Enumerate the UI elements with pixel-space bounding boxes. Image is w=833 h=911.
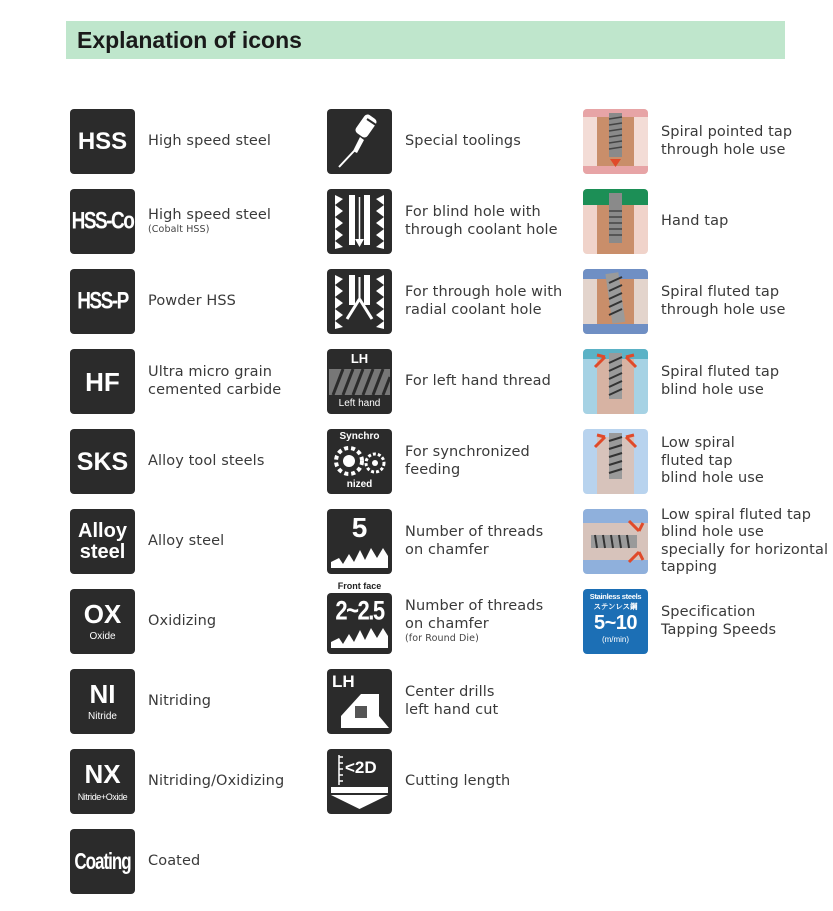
legend-label: Nitriding [148,692,212,709]
low-spiral-horizontal-icon [583,509,648,574]
legend-label: Powder HSS [148,292,236,309]
alloy-steel-icon: Alloy steel [70,509,135,574]
legend-label: Ultra micro grain cemented carbide [148,364,282,398]
left-hand-thread-icon: LH Left hand [327,349,392,414]
hss-icon: HSS [70,109,135,174]
legend-label: Specification Tapping Speeds [661,604,777,638]
legend-label: Cutting length [405,772,511,789]
legend-label: Special toolings [405,132,521,149]
cutting-length-icon: <2D [327,749,392,814]
legend-label: High speed steel (Cobalt HSS) [148,206,272,236]
legend-label: Alloy steel [148,532,225,549]
hss-p-icon: HSS-P [70,269,135,334]
spiral-fluted-tap-blind-icon [583,349,648,414]
sks-icon: SKS [70,429,135,494]
oxide-icon: OX Oxide [70,589,135,654]
legend-label: High speed steel [148,132,272,149]
legend-label: For blind hole with through coolant hole [405,204,558,238]
legend-label: Coated [148,852,201,869]
hf-icon: HF [70,349,135,414]
special-tooling-icon [327,109,392,174]
nitride-oxide-icon: NX Nitride+Oxide [70,749,135,814]
legend-label: Spiral pointed tap through hole use [661,124,793,158]
spiral-pointed-tap-icon [583,109,648,174]
legend-label: For synchronized feeding [405,444,530,478]
front-face-caption: Front face [337,581,382,591]
legend-label: For left hand thread [405,372,551,389]
page-title: Explanation of icons [77,27,302,53]
hand-tap-icon [583,189,648,254]
legend-label: Oxidizing [148,612,217,629]
legend-label: Spiral fluted tap blind hole use [661,364,780,398]
radial-coolant-icon [327,269,392,334]
coating-icon: Coating [70,829,135,894]
legend-label: Low spiral fluted tap blind hole use specially for horizontal tapping [661,506,829,575]
legend-label: Nitriding/Oxidizing [148,772,285,789]
spiral-fluted-tap-through-icon [583,269,648,334]
hss-co-icon: HSS-Co [70,189,135,254]
nitride-icon: NI Nitride [70,669,135,734]
legend-label: For through hole with radial coolant hole [405,284,563,318]
round-die-chamfer-icon: 2~2.5 [327,593,392,654]
legend-label: Hand tap [661,212,729,229]
chamfer-threads-icon: 5 [327,509,392,574]
legend-label: Center drills left hand cut [405,684,499,718]
section-header [66,21,785,59]
synchronized-icon: Synchro nized [327,429,392,494]
low-spiral-fluted-tap-icon [583,429,648,494]
legend-label: Spiral fluted tap through hole use [661,284,786,318]
legend-label: Number of threads on chamfer (for Round Die) [405,598,544,644]
center-drill-left-icon: LH [327,669,392,734]
blind-hole-coolant-icon [327,189,392,254]
legend-label: Alloy tool steels [148,452,265,469]
stainless-speed-icon: Stainless steels ステンレス鋼 5~10 (m/min) [583,589,648,654]
legend-label: Low spiral fluted tap blind hole use [661,435,764,487]
legend-label: Number of threads on chamfer [405,524,544,558]
